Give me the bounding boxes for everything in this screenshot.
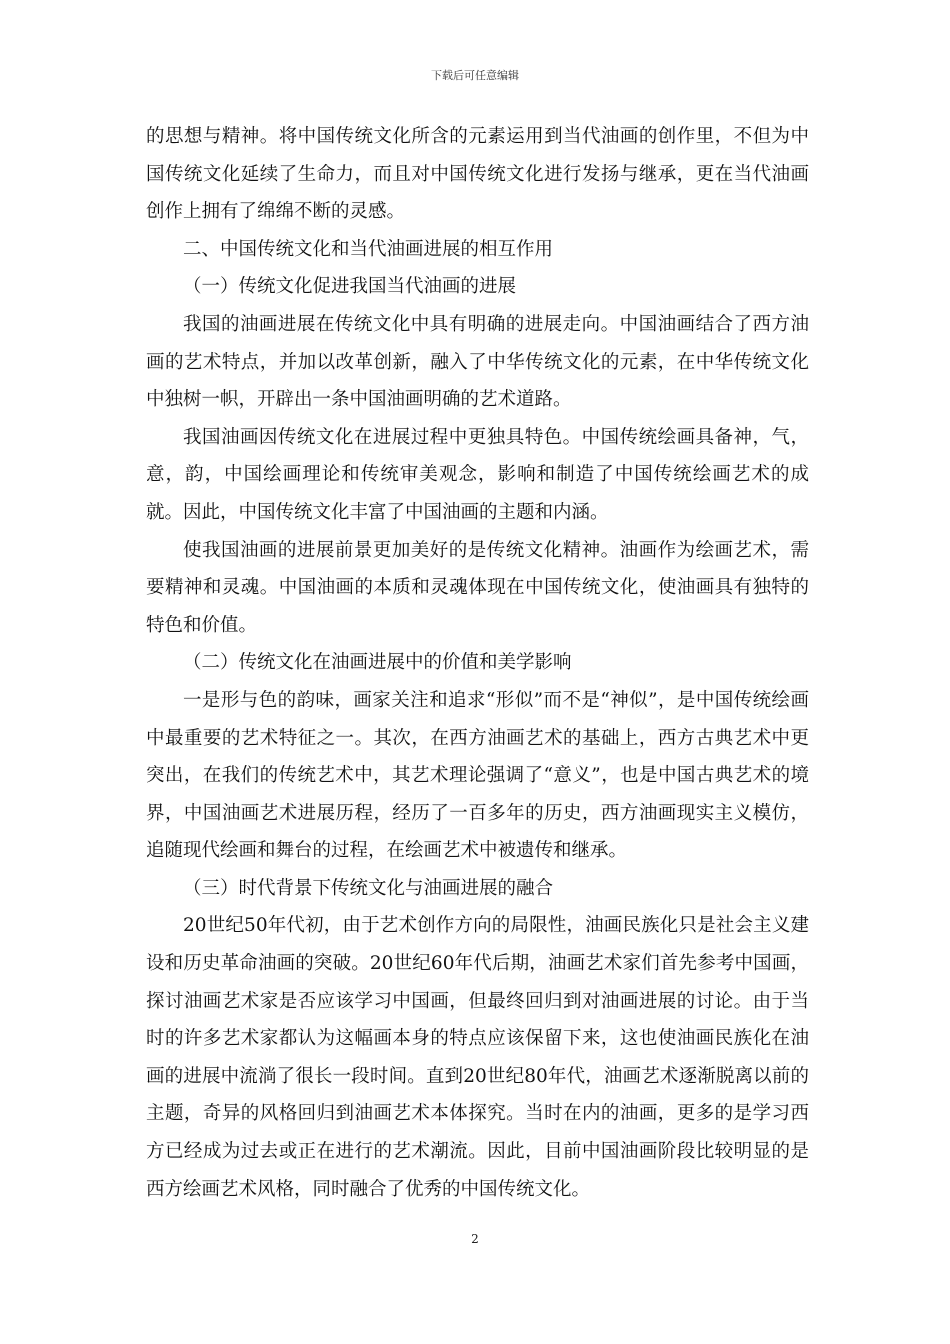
document-body <box>146 118 809 1208</box>
subsection-heading: （一）传统文化促进我国当代油画的进展 <box>183 276 517 298</box>
paragraph: 使我国油画的进展前景更加美好的是传统文化精神。油画作为绘画艺术，需要精神和灵魂。中国油画的本质和灵魂体现在中国传统文化，使油画具有独特的特色和价值。 <box>146 539 809 636</box>
section-heading: 二、中国传统文化和当代油画进展的相互作用 <box>183 238 554 260</box>
paragraph: 一是形与色的韵味，画家关注和追求“形似”而不是“神似”，是中国传统绘画中最重要的艺术特征之一。其次，在西方油画艺术的基础上，西方古典艺术中更突出，在我们的传统艺术中，其艺术理论强调了“意义”，也是中国古典艺术的境界，中国油画艺术进展历程，经历了一百多年的历史，西方油画现实主义模仿，追随现代绘画和舞台的过程，在绘画艺术中被遗传和继承。 <box>146 689 809 862</box>
paragraph: 20世纪50年代初，由于艺术创作方向的局限性，油画民族化只是社会主义建设和历史革命油画的突破。20世纪60年代后期，油画艺术家们首先参考中国画，探讨油画艺术家是否应该学习中国画，但最终回归到对油画进展的讨论。由于当时的许多艺术家都认为这幅画本身的特点应该保留下来，这也使油画民族化在油画的进展中流淌了很长一段时间。直到20世纪80年代，油画艺术逐渐脱离以前的主题，奇异的风格回归到油画艺术本体探究。当时在内的油画，更多的是学习西方已经成为过去或正在进行的艺术潮流。因此，目前中国油画阶段比较明显的是西方绘画艺术风格，同时融合了优秀的中国传统文化。 <box>146 915 809 1200</box>
subsection-heading: （二）传统文化在油画进展中的价值和美学影响 <box>183 652 572 674</box>
subsection-heading: （三）时代背景下传统文化与油画进展的融合 <box>183 877 554 899</box>
paragraph-continued: 的思想与精神。将中国传统文化所含的元素运用到当代油画的创作里，不但为中国传统文化延续了生命力，而且对中国传统文化进行发扬与继承，更在当代油画创作上拥有了绵绵不断的灵感。 <box>146 126 809 223</box>
paragraph: 我国的油画进展在传统文化中具有明确的进展走向。中国油画结合了西方油画的艺术特点，并加以改革创新，融入了中华传统文化的元素，在中华传统文化中独树一帜，开辟出一条中国油画明确的艺术道路。 <box>146 313 809 411</box>
paragraph: 我国油画因传统文化在进展过程中更独具特色。中国传统绘画具备神，气，意，韵，中国绘画理论和传统审美观念，影响和制造了中国传统绘画艺术的成就。因此，中国传统文化丰富了中国油画的主题和内涵。 <box>146 426 809 523</box>
page-number: 2 <box>471 1232 479 1246</box>
page-header: 下载后可任意编辑 <box>431 69 519 82</box>
